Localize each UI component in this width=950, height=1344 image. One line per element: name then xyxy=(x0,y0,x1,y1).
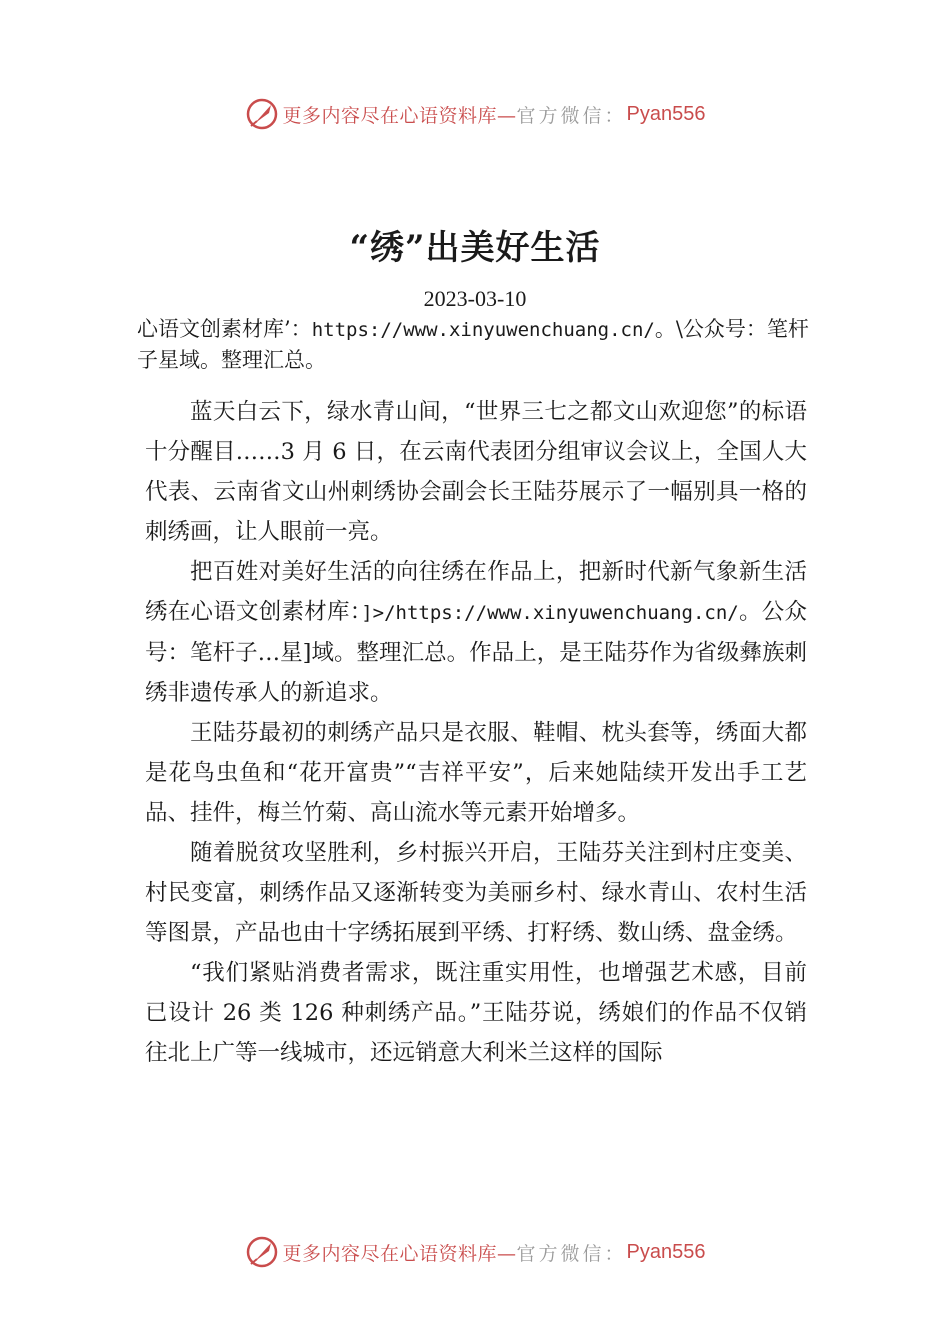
watermark-wechat-id: Pyan556 xyxy=(626,102,706,125)
source-url: https://www.xinyuwenchuang.cn/ xyxy=(311,319,655,341)
paragraph-2-text-a: 把百姓对美好生活的向往绣在作品上，把新时代新气象新生活绣在心语文创素材库： xyxy=(145,559,807,625)
watermark-wechat-label: 官方微信： xyxy=(516,1242,627,1265)
paragraph-5: “我们紧贴消费者需求，既注重实用性，也增强艺术感，目前已设计 26 类 126 种刺绣产品。”王陆芬说，绣娘们的作品不仅销往北上广等一线城市，还远销意大利米兰这样的国际 xyxy=(145,960,807,1066)
paragraph-4: 随着脱贫攻坚胜利，乡村振兴开启，王陆芬关注到村庄变美、村民变富，刺绣作品又逐渐转变为美丽乡村、绿水青山、农村生活等图景，产品也由十字绣拓展到平绣、打籽绣、数山绣、盘金绣。 xyxy=(145,840,807,946)
quill-pen-logo-icon xyxy=(245,97,279,131)
article-body xyxy=(145,392,807,1073)
watermark-banner-bottom xyxy=(0,1232,950,1272)
paragraph-2 xyxy=(145,552,807,713)
paragraph-1: 蓝天白云下，绿水青山间，“世界三七之都文山欢迎您”的标语十分醒目……3 月 6 日，在云南代表团分组审议会议上，全国人大代表、云南省文山州刺绣协会副会长王陆芬展示了一幅别具一格的刺绣画，让人眼前一亮。 xyxy=(145,399,807,545)
source-note-tail: 。\公众号：笔杆子星域。整理汇总。 xyxy=(137,317,809,372)
source-note-label: 心语文创素材库’： xyxy=(137,317,312,341)
quill-pen-logo-icon xyxy=(245,1235,279,1269)
paragraph-2-text-b: 。公众号：笔杆子…星]域。整理汇总。作品上，是王陆芬作为省级彝族刺绣非遗传承人的新追求。 xyxy=(145,599,807,706)
source-note xyxy=(137,314,827,375)
watermark-wechat-id: Pyan556 xyxy=(626,1240,706,1263)
watermark-text: 更多内容尽在心语资料库— xyxy=(282,1242,517,1265)
article-title: “绣”出美好生活 xyxy=(349,228,601,268)
watermark-text: 更多内容尽在心语资料库— xyxy=(282,104,517,127)
watermark-banner-top xyxy=(0,94,950,134)
paragraph-3: 王陆芬最初的刺绣产品只是衣服、鞋帽、枕头套等，绣面大都是花鸟虫鱼和“花开富贵”“吉祥平安”，后来她陆续开发出手工艺品、挂件，梅兰竹菊、高山流水等元素开始增多。 xyxy=(145,720,807,826)
watermark-wechat-label: 官方微信： xyxy=(516,104,627,127)
paragraph-2-url: ]>/https://www.xinyuwenchuang.cn/ xyxy=(361,602,739,624)
article-date: 2023-03-10 xyxy=(423,286,527,311)
